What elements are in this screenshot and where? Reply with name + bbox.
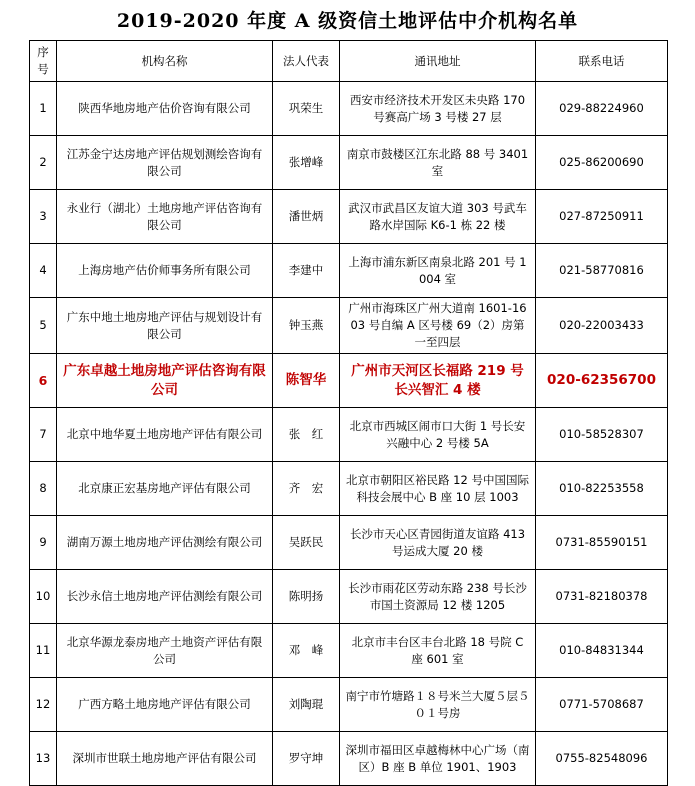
table-row-highlighted [30, 354, 668, 408]
cell-address: 长沙市天心区青园街道友谊路 413 号运成大厦 20 楼 [340, 516, 536, 570]
cell-legal-rep: 刘陶琨 [273, 678, 340, 732]
cell-address: 北京市西城区闹市口大街 1 号长安兴融中心 2 号楼 5A [340, 408, 536, 462]
cell-agency-name: 深圳市世联土地房地产评估有限公司 [57, 732, 273, 786]
cell-address: 长沙市雨花区劳动东路 238 号长沙市国土资源局 12 楼 1205 [340, 570, 536, 624]
cell-legal-rep: 罗守坤 [273, 732, 340, 786]
cell-address: 深圳市福田区卓越梅林中心广场（南区）B 座 B 单位 1901、1903 [340, 732, 536, 786]
cell-legal-rep: 潘世炳 [273, 190, 340, 244]
cell-legal-rep: 钟玉燕 [273, 298, 340, 354]
table-row [30, 516, 668, 570]
cell-agency-name: 湖南万源土地房地产评估测绘有限公司 [57, 516, 273, 570]
cell-seq: 6 [30, 354, 57, 408]
cell-seq: 8 [30, 462, 57, 516]
cell-seq: 7 [30, 408, 57, 462]
table-row [30, 136, 668, 190]
cell-seq: 3 [30, 190, 57, 244]
cell-address: 上海市浦东新区南泉北路 201 号 1004 室 [340, 244, 536, 298]
header-phone: 联系电话 [536, 41, 668, 82]
cell-agency-name: 广西方略土地房地产评估有限公司 [57, 678, 273, 732]
cell-seq: 9 [30, 516, 57, 570]
cell-phone: 029-88224960 [536, 82, 668, 136]
cell-agency-name: 广东卓越土地房地产评估咨询有限公司 [57, 354, 273, 408]
cell-legal-rep: 李建中 [273, 244, 340, 298]
cell-legal-rep: 陈智华 [273, 354, 340, 408]
cell-seq: 10 [30, 570, 57, 624]
cell-phone: 010-58528307 [536, 408, 668, 462]
cell-phone: 0731-85590151 [536, 516, 668, 570]
cell-agency-name: 北京华源龙泰房地产土地资产评估有限公司 [57, 624, 273, 678]
cell-phone: 0755-82548096 [536, 732, 668, 786]
cell-legal-rep: 邓 峰 [273, 624, 340, 678]
header-name: 机构名称 [57, 41, 273, 82]
table-row [30, 570, 668, 624]
cell-agency-name: 北京康正宏基房地产评估有限公司 [57, 462, 273, 516]
cell-address: 西安市经济技术开发区未央路 170 号赛高广场 3 号楼 27 层 [340, 82, 536, 136]
cell-seq: 4 [30, 244, 57, 298]
cell-agency-name: 长沙永信土地房地产评估测绘有限公司 [57, 570, 273, 624]
cell-address: 南宁市竹塘路１８号米兰大厦５层５０１号房 [340, 678, 536, 732]
cell-phone: 025-86200690 [536, 136, 668, 190]
table-row [30, 408, 668, 462]
cell-agency-name: 永业行（湖北）土地房地产评估咨询有限公司 [57, 190, 273, 244]
cell-legal-rep: 张 红 [273, 408, 340, 462]
cell-agency-name: 江苏金宁达房地产评估规划测绘咨询有限公司 [57, 136, 273, 190]
cell-agency-name: 陕西华地房地产估价咨询有限公司 [57, 82, 273, 136]
cell-phone: 027-87250911 [536, 190, 668, 244]
cell-address: 北京市朝阳区裕民路 12 号中国国际科技会展中心 B 座 10 层 1003 [340, 462, 536, 516]
cell-legal-rep: 陈明扬 [273, 570, 340, 624]
cell-address: 武汉市武昌区友谊大道 303 号武车路水岸国际 K6-1 栋 22 楼 [340, 190, 536, 244]
table-row [30, 462, 668, 516]
cell-phone: 010-84831344 [536, 624, 668, 678]
document-title: 2019-2020 年度 A 级资信土地评估中介机构名单 [116, 10, 579, 32]
cell-address: 北京市丰台区丰台北路 18 号院 C 座 601 室 [340, 624, 536, 678]
cell-address: 广州市海珠区广州大道南 1601-1603 号自编 A 区号楼 69（2）房第一至四层 [340, 298, 536, 354]
cell-agency-name: 上海房地产估价师事务所有限公司 [57, 244, 273, 298]
cell-seq: 2 [30, 136, 57, 190]
table-header-row [30, 41, 668, 82]
table-row [30, 732, 668, 786]
cell-legal-rep: 张增峰 [273, 136, 340, 190]
cell-legal-rep: 齐 宏 [273, 462, 340, 516]
table-row [30, 678, 668, 732]
table-row [30, 190, 668, 244]
header-addr: 通讯地址 [340, 41, 536, 82]
cell-seq: 11 [30, 624, 57, 678]
cell-phone: 020-22003433 [536, 298, 668, 354]
agency-table [29, 40, 668, 786]
cell-address: 广州市天河区长福路 219 号长兴智汇 4 楼 [340, 354, 536, 408]
cell-phone: 020-62356700 [536, 354, 668, 408]
table-row [30, 624, 668, 678]
cell-legal-rep: 吴跃民 [273, 516, 340, 570]
cell-address: 南京市鼓楼区江东北路 88 号 3401 室 [340, 136, 536, 190]
table-row [30, 298, 668, 354]
cell-seq: 1 [30, 82, 57, 136]
table-row [30, 244, 668, 298]
table-body [30, 82, 668, 786]
header-seq: 序号 [30, 41, 57, 82]
cell-seq: 5 [30, 298, 57, 354]
cell-phone: 0731-82180378 [536, 570, 668, 624]
cell-seq: 12 [30, 678, 57, 732]
cell-phone: 010-82253558 [536, 462, 668, 516]
cell-seq: 13 [30, 732, 57, 786]
cell-agency-name: 北京中地华夏土地房地产评估有限公司 [57, 408, 273, 462]
table-row [30, 82, 668, 136]
header-rep: 法人代表 [273, 41, 340, 82]
cell-phone: 0771-5708687 [536, 678, 668, 732]
cell-agency-name: 广东中地土地房地产评估与规划设计有限公司 [57, 298, 273, 354]
cell-legal-rep: 巩荣生 [273, 82, 340, 136]
cell-phone: 021-58770816 [536, 244, 668, 298]
